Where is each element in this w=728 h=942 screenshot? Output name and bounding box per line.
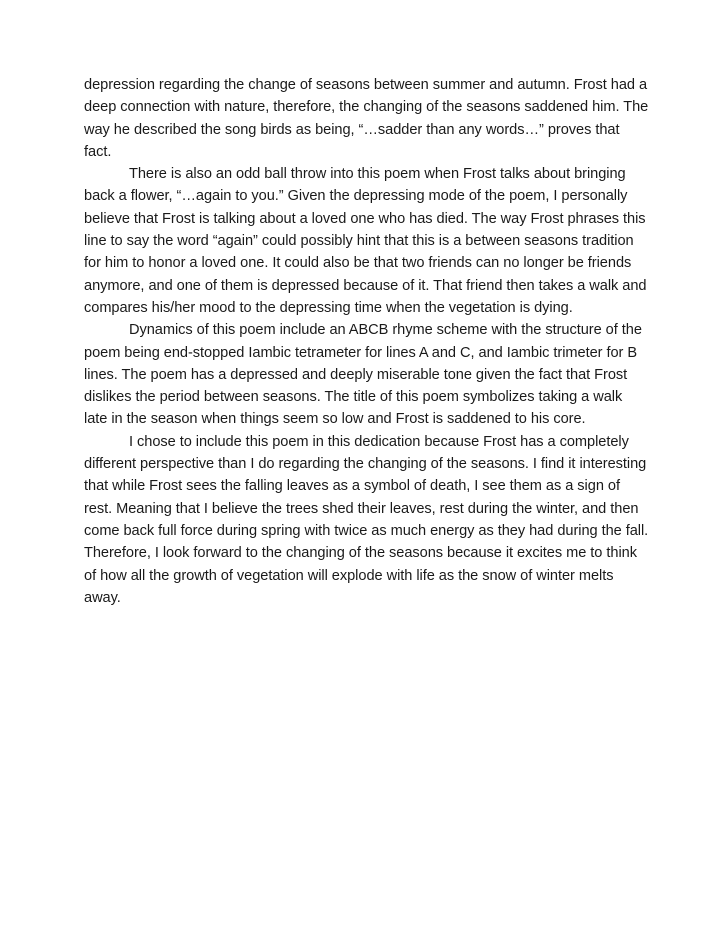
paragraph-2	[84, 163, 664, 319]
text-line: fact.	[84, 143, 112, 160]
text-line: for him to honor a loved one. It could also be that two friends can no longer be friends	[84, 255, 632, 272]
text-line: different perspective than I do regarding the changing of the seasons. I find it interesting	[84, 456, 647, 473]
text-line: that while Frost sees the falling leaves as a symbol of death, I see them as a sign of	[84, 478, 620, 495]
text-line: line to say the word “again” could possibly hint that this is a between seasons tradition	[84, 233, 634, 250]
document-page	[84, 74, 664, 609]
paragraph-1	[84, 74, 664, 163]
text-line: rest. Meaning that I believe the trees shed their leaves, rest during the winter, and then	[84, 500, 639, 517]
text-line: back a flower, “…again to you.” Given the depressing mode of the poem, I personally	[84, 188, 628, 205]
text-line: I chose to include this poem in this dedication because Frost has a completely	[129, 433, 629, 450]
text-line: deep connection with nature, therefore, the changing of the seasons saddened him. The	[84, 99, 649, 116]
text-line: away.	[84, 589, 121, 606]
text-line: believe that Frost is talking about a loved one who has died. The way Frost phrases this	[84, 210, 646, 227]
text-line: of how all the growth of vegetation will explode with life as the snow of winter melts	[84, 567, 614, 584]
text-line: There is also an odd ball throw into this poem when Frost talks about bringing	[129, 166, 626, 183]
text-line: depression regarding the change of seasons between summer and autumn. Frost had a	[84, 77, 648, 93]
text-line: poem being end-stopped Iambic tetrameter for lines A and C, and Iambic trimeter for B	[84, 344, 638, 361]
text-line: lines. The poem has a depressed and deeply miserable tone given the fact that Frost	[84, 366, 628, 383]
text-line: late in the season when things seem so low and Frost is saddened to his core.	[84, 411, 586, 428]
text-line: compares his/her mood to the depressing time when the vegetation is dying.	[84, 299, 573, 316]
text-line: anymore, and one of them is depressed because of it. That friend then takes a walk and	[84, 277, 647, 294]
text-line: Dynamics of this poem include an ABCB rhyme scheme with the structure of the	[129, 322, 642, 339]
paragraph-3	[84, 319, 664, 430]
text-line: way he described the song birds as being, “…sadder than any words…” proves that	[84, 121, 620, 138]
text-line: come back full force during spring with twice as much energy as they had during the fall.	[84, 522, 649, 539]
text-line: Therefore, I look forward to the changing of the seasons because it excites me to think	[84, 545, 637, 562]
paragraph-4	[84, 431, 664, 609]
text-line: dislikes the period between seasons. The title of this poem symbolizes taking a walk	[84, 389, 623, 406]
